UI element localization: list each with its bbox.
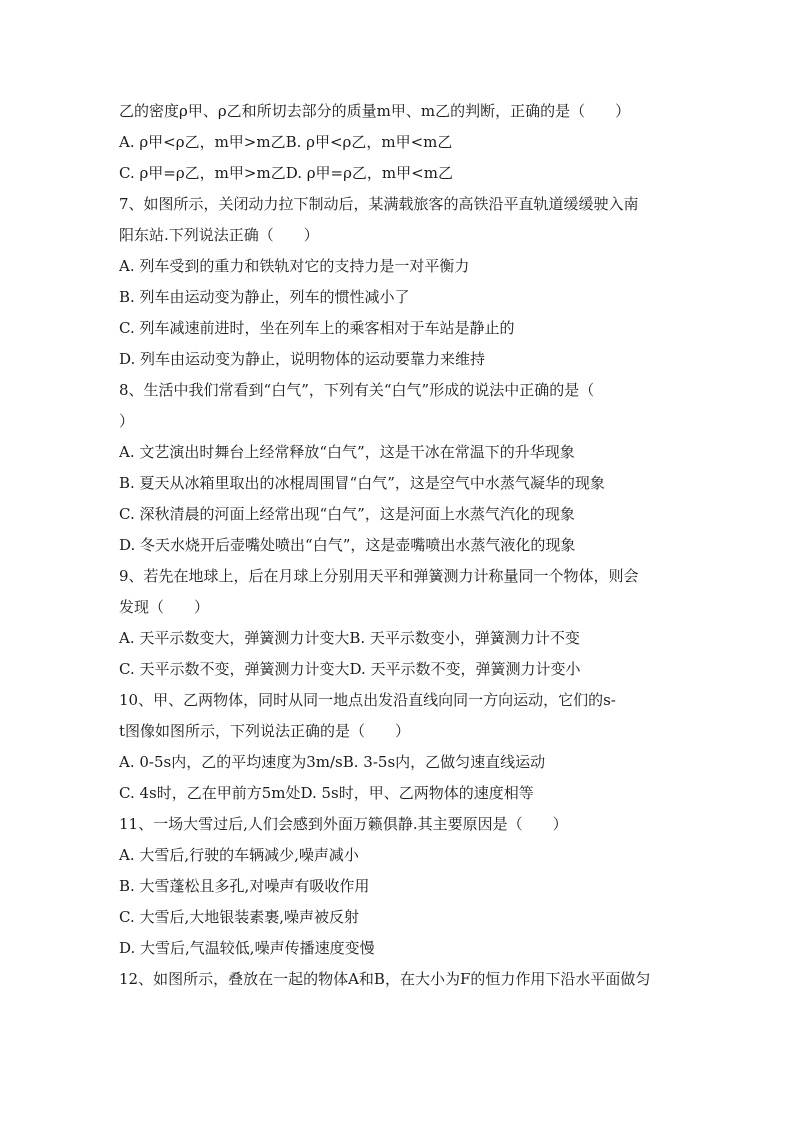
- option-line: D. 列车由运动变为静止，说明物体的运动要靠力来维持: [119, 350, 486, 368]
- option-line: A. 文艺演出时舞台上经常释放“白气”，这是干冰在常温下的升华现象: [119, 443, 575, 461]
- question-7-stem: 7、如图所示，关闭动力拉下制动后，某满载旅客的高铁沿平直轨道缓缓驶入南: [119, 195, 639, 213]
- option-line: C. 大雪后,大地银装素裹,噪声被反射: [119, 908, 360, 926]
- option-line: A. 0-5s内，乙的平均速度为3m/sB. 3-5s内，乙做匀速直线运动: [119, 753, 546, 771]
- text-line: 发现（ ）: [119, 598, 210, 616]
- option-line: C. 4s时，乙在甲前方5m处D. 5s时，甲、乙两物体的速度相等: [119, 784, 534, 802]
- question-8-stem: 8、生活中我们常看到“白气”，下列有关“白气”形成的说法中正确的是（: [119, 381, 595, 399]
- question-10-stem: 10、甲、乙两物体，同时从同一地点出发沿直线向同一方向运动，它们的s-: [119, 691, 616, 709]
- question-text: [119, 96, 689, 995]
- option-line: A. 大雪后,行驶的车辆减少,噪声减小: [119, 846, 359, 864]
- option-line: D. 大雪后,气温较低,噪声传播速度变慢: [119, 939, 375, 957]
- question-12-stem: 12、如图所示，叠放在一起的物体A和B，在大小为F的恒力作用下沿水平面做匀: [119, 970, 651, 988]
- option-line: D. 冬天水烧开后壶嘴处喷出“白气”，这是壶嘴喷出水蒸气液化的现象: [119, 536, 576, 554]
- option-line: B. 大雪蓬松且多孔,对噪声有吸收作用: [119, 877, 370, 895]
- question-11-stem: 11、一场大雪过后,人们会感到外面万籁俱静.其主要原因是（ ）: [119, 815, 568, 833]
- option-line: A. 天平示数变大，弹簧测力计变大B. 天平示数变小，弹簧测力计不变: [119, 629, 580, 647]
- text-line: ）: [119, 412, 135, 430]
- option-line: C. 列车减速前进时，坐在列车上的乘客相对于车站是静止的: [119, 319, 515, 337]
- text-line: t图像如图所示，下列说法正确的是（ ）: [119, 722, 411, 740]
- option-line: B. 列车由运动变为静止，列车的惯性减小了: [119, 288, 410, 306]
- option-line: C. ρ甲=ρ乙，m甲>m乙D. ρ甲=ρ乙，m甲<m乙: [119, 164, 453, 182]
- question-9-stem: 9、若先在地球上，后在月球上分别用天平和弹簧测力计称量同一个物体，则会: [119, 567, 639, 585]
- option-line: A. ρ甲<ρ乙，m甲>m乙B. ρ甲<ρ乙，m甲<m乙: [119, 133, 453, 151]
- option-line: C. 深秋清晨的河面上经常出现“白气”，这是河面上水蒸气汽化的现象: [119, 505, 575, 523]
- option-line: A. 列车受到的重力和铁轨对它的支持力是一对平衡力: [119, 257, 470, 275]
- option-line: C. 天平示数不变，弹簧测力计变大D. 天平示数不变，弹簧测力计变小: [119, 660, 581, 678]
- text-line: 乙的密度ρ甲、ρ乙和所切去部分的质量m甲、m乙的判断，正确的是（ ）: [119, 102, 631, 120]
- text-line: 阳东站.下列说法正确（ ）: [119, 226, 319, 244]
- option-line: B. 夏天从冰箱里取出的冰棍周围冒“白气”，这是空气中水蒸气凝华的现象: [119, 474, 605, 492]
